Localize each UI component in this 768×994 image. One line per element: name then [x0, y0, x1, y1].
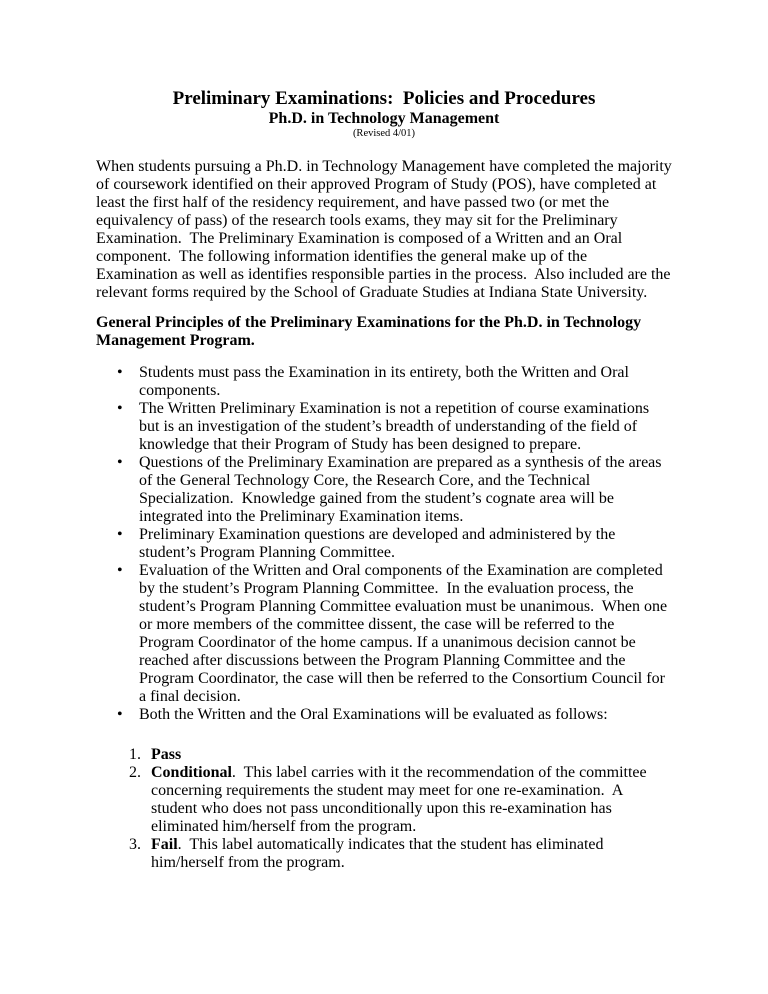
evaluation-item-label: Pass — [151, 746, 182, 763]
bullet-item-students-must-pass: • Students must pass the Examination in its entirety, both the Written and Oral components. — [96, 364, 672, 400]
evaluation-item-description: . This label automatically indicates that the student has eliminated him/herself from the program. — [151, 836, 608, 871]
page-title: Preliminary Examinations: Policies and Procedures — [172, 88, 596, 109]
evaluation-item-number: 3. — [129, 836, 141, 853]
bullet-item-questions-synthesis: • Questions of the Preliminary Examination are prepared as a synthesis of the areas of the General Technology Core, the Research Core, and the Technical Specialization. Knowledge gained from the student’s cognate area will be integrated into the Preliminary Examination items. — [96, 454, 672, 526]
bullet-item-evaluated-as-follows: • Both the Written and the Oral Examinations will be evaluated as follows: — [96, 706, 672, 724]
evaluation-item-label: Conditional — [151, 764, 232, 781]
evaluation-item-conditional — [96, 764, 672, 836]
evaluation-item-label: Fail — [151, 836, 178, 853]
section-heading: General Principles of the Preliminary Examinations for the Ph.D. in Technology Management Program. — [96, 314, 646, 349]
evaluation-item-number: 2. — [129, 764, 141, 781]
evaluation-item-number: 1. — [129, 746, 141, 763]
bullet-item-written-exam-not-repetition: • The Written Preliminary Examination is not a repetition of course examinations but is an investigation of the student’s breadth of understanding of the field of knowledge that their Program of Study has been designed to prepare. — [96, 400, 672, 454]
page-subtitle: Ph.D. in Technology Management — [268, 110, 500, 127]
evaluation-item-fail — [96, 836, 672, 872]
intro-paragraph: When students pursuing a Ph.D. in Technology Management have completed the majority of coursework identified on their approved Program of Study (POS), have completed at least the first half of the residency requirement, and have passed two (or met the equivalency of pass) of the research tools exams, they may sit for the Preliminary Examination. The Preliminary Examination is composed of a Written and an Oral component. The following information identifies the general make up of the Examination as well as identifies responsible parties in the process. Also included are the relevant forms required by the School of Graduate Studies at Indiana State University. — [96, 158, 676, 301]
evaluation-outcomes-list — [96, 746, 672, 872]
evaluation-item-description: . This label carries with it the recommendation of the committee concerning requirements the student may meet for one re-examination. A student who does not pass unconditionally upon this re-examination has eliminated him/herself from the program. — [151, 764, 651, 835]
revision-note: (Revised 4/01) — [352, 128, 416, 139]
bullet-item-questions-developed-by-committee: • Preliminary Examination questions are developed and administered by the student’s Program Planning Committee. — [96, 526, 672, 562]
general-principles-list — [96, 364, 672, 724]
evaluation-item-pass — [96, 746, 672, 764]
bullet-item-evaluation-unanimous: • Evaluation of the Written and Oral components of the Examination are completed by the student’s Program Planning Committee. In the evaluation process, the student’s Program Planning Committee evaluation must be unanimous. When one or more members of the committee dissent, the case will be referred to the Program Coordinator of the home campus. If a unanimous decision cannot be reached after discussions between the Program Planning Committee and the Program Coordinator, the case will then be referred to the Consortium Council for a final decision. — [96, 562, 672, 706]
